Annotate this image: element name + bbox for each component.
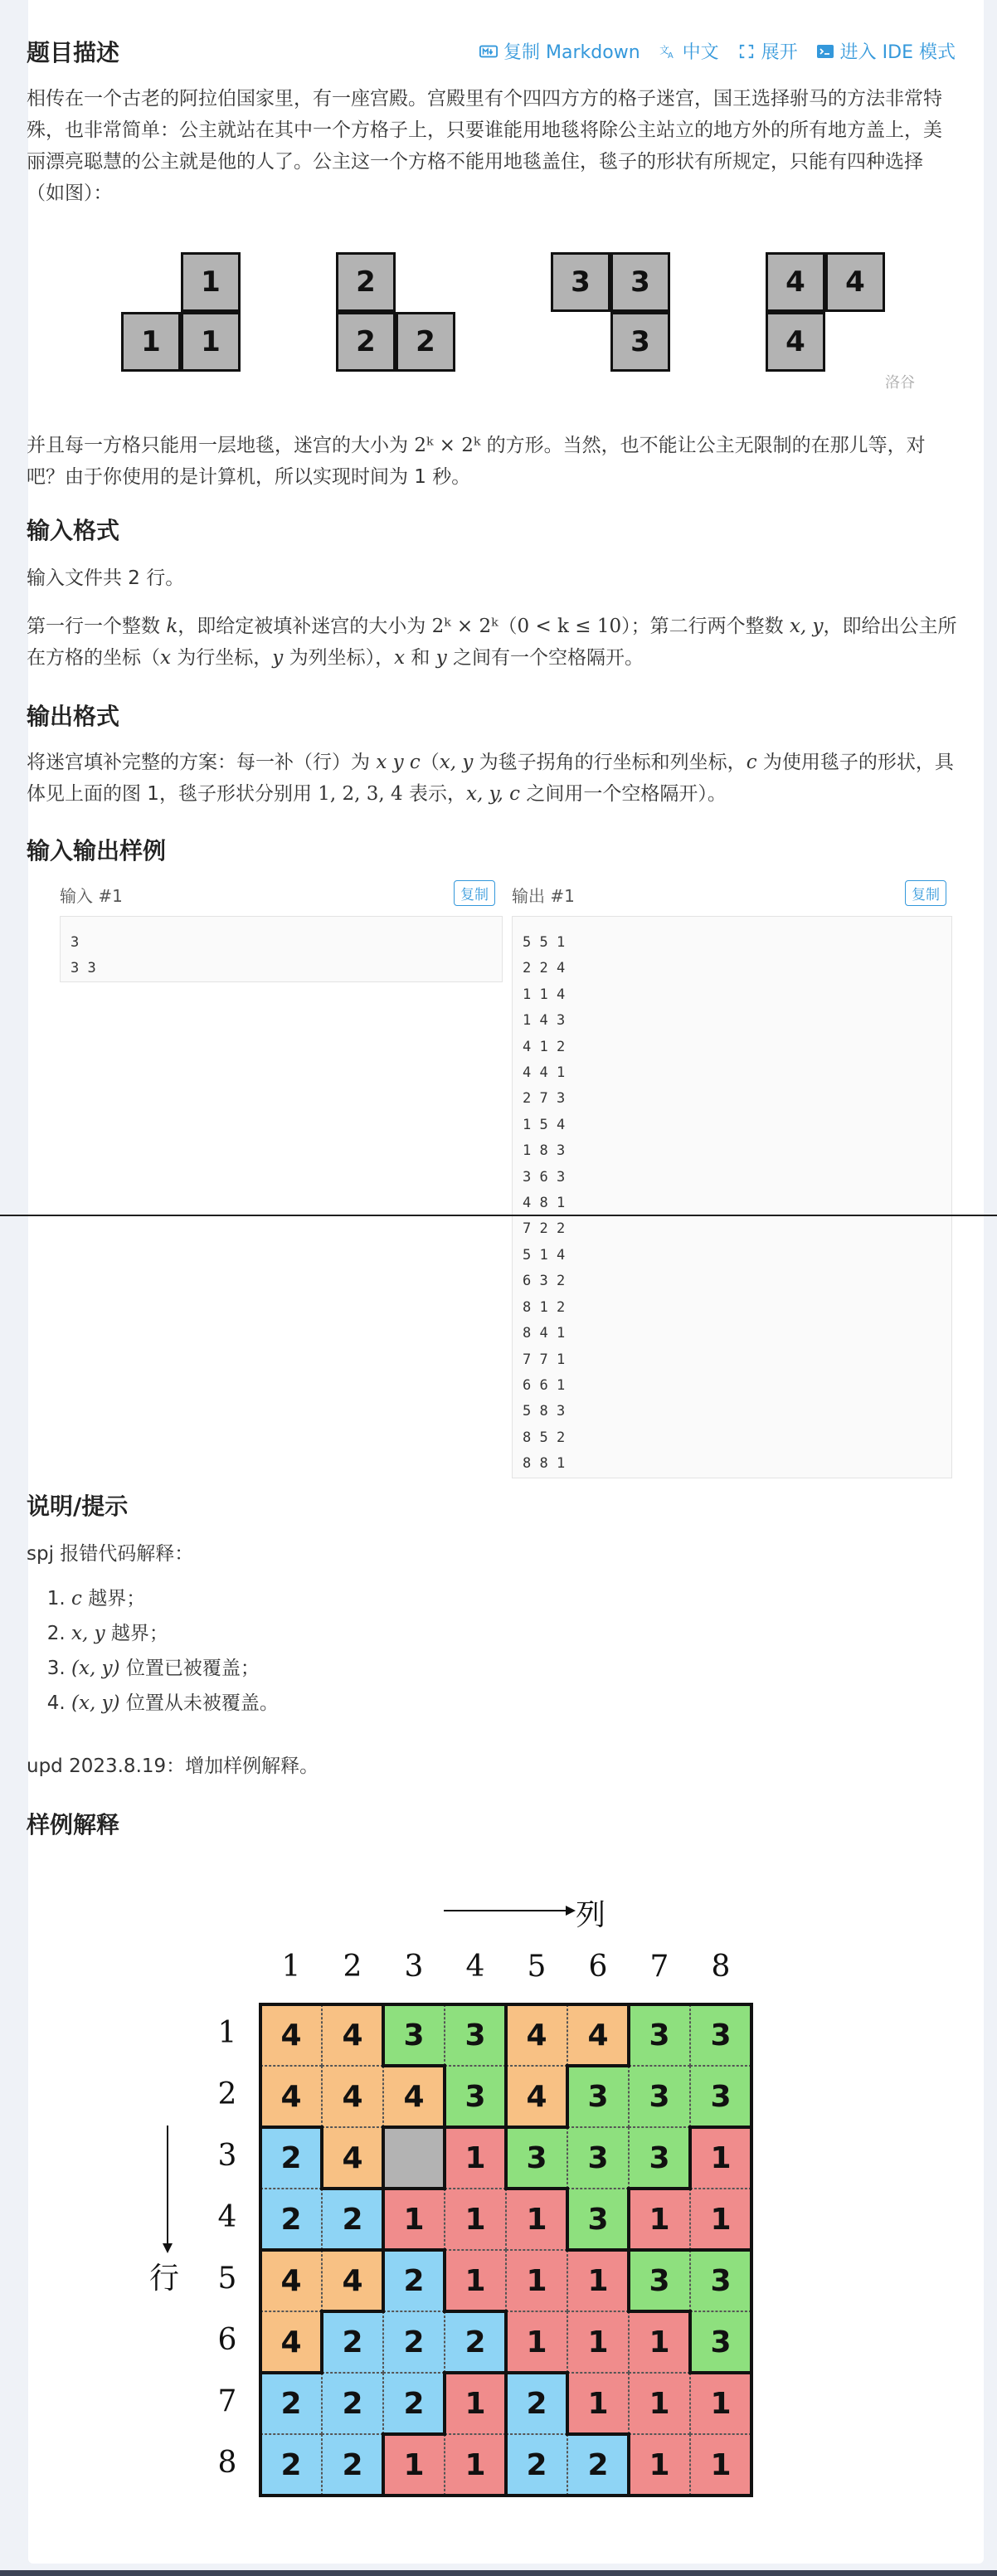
grid-cell: 2 [445,2311,506,2373]
grid-cell: 1 [690,2373,751,2434]
section-title-samples: 输入输出样例 [27,837,167,864]
grid-cell: 3 [506,2127,567,2189]
language-label: 中文 [682,42,719,63]
shape-cell: 4 [825,252,885,312]
hint-item [71,1616,279,1651]
section-title-hints: 说明/提示 [27,1493,129,1520]
col-number: 1 [281,1950,301,1984]
ide-mode-label: 进入 IDE 模式 [839,42,956,63]
grid-cell: 1 [445,2250,506,2311]
copy-output-button[interactable]: 复制 [905,880,946,906]
grid-cell: 3 [445,2066,506,2127]
grid-cell: 1 [445,2127,506,2189]
text: 为毯子拐角的行坐标和列坐标， [473,752,747,773]
grid-cell: 4 [260,2004,322,2066]
text: （ [420,752,440,773]
col-number: 5 [527,1950,547,1984]
row-number: 3 [217,2139,237,2173]
grid-cell: 1 [690,2127,751,2189]
grid-cell: 2 [260,2373,322,2434]
math: x, y, c [465,783,521,805]
section-title-input-format: 输入格式 [27,517,120,544]
grid-cell: 2 [383,2250,445,2311]
text: 第一行一个整数 [27,616,167,637]
text: 之间有一个空格隔开。 [446,647,644,669]
copy-input-button[interactable]: 复制 [454,880,495,906]
grid-cell: 3 [690,2066,751,2127]
row-number: 2 [217,2077,237,2111]
grid-cell: 1 [567,2373,629,2434]
grid-cell: 2 [322,2311,383,2373]
horizontal-rule [0,1215,997,1216]
grid-cell: 2 [567,2434,629,2496]
grid-cell: 1 [383,2434,445,2496]
col-axis-label: 列 [576,1898,606,1932]
grid-cell: 3 [690,2250,751,2311]
shape-cell: 2 [336,312,396,372]
grid-cell: 3 [629,2066,690,2127]
shape-cell: 3 [610,252,670,312]
text: 并且每一方格只能用一层地毯，迷宫的大小为 [27,435,415,456]
shape-cell: 1 [121,312,181,372]
shape-cell: 2 [336,252,396,312]
ide-mode-button[interactable] [816,38,956,64]
shape-cell: 4 [766,312,825,372]
math: c [746,752,757,773]
text: ，即给出公主所在方格的坐标（ [27,616,957,669]
grid-cell: 2 [322,2434,383,2496]
math: x, y [439,752,474,773]
math: (x, y) [71,1692,120,1714]
language-button[interactable] [659,38,719,64]
shape-cell: 3 [551,252,610,312]
text: ）；第二行两个整数 [621,616,790,637]
svg-text:A: A [667,51,674,59]
input-format-line-2 [27,611,957,674]
math: x, y [789,616,824,637]
math: c [71,1588,82,1609]
grid-cell: 3 [567,2189,629,2250]
expand-label: 展开 [761,42,798,63]
problem-header [27,35,956,68]
hint-item [71,1651,279,1686]
math: 1, 2, 3, 4 [318,783,403,805]
grid-cell: 2 [506,2373,567,2434]
hint-item [71,1686,279,1721]
header-actions [479,38,956,64]
text: 为行坐标， [170,647,273,669]
shape-cell: 4 [766,252,825,312]
sample-explanation-figure [141,1875,805,2522]
grid-cell: 2 [260,2434,322,2496]
sample-output-label: 输出 #1 [512,886,575,906]
sample-output-block[interactable]: 5 5 1 2 2 4 1 1 4 1 4 3 4 1 2 4 4 1 2 7 3 1 5 4 1 8 3 3 6 3 4 8 1 7 2 2 5 1 4 6 3 2 8 1 2 8 4 1 7 7 1 6 6 1 5 8 3 8 5 2 8 8 1 [512,916,952,1478]
grid-cell: 2 [260,2127,322,2189]
grid-cell: 3 [567,2066,629,2127]
grid-cell: 3 [629,2127,690,2189]
shape-cell: 1 [181,312,241,372]
grid-cell: 3 [383,2004,445,2066]
grid-cell: 4 [260,2250,322,2311]
shape-cell: 1 [181,252,241,312]
grid-cell: 2 [506,2434,567,2496]
text: 表示， [402,783,466,805]
grid-cell: 1 [567,2250,629,2311]
grid-cell: 1 [506,2250,567,2311]
grid-cell: 2 [322,2189,383,2250]
expand-icon [737,44,756,59]
math: y [435,647,447,669]
input-format-line-1: 输入文件共 2 行。 [27,567,185,589]
grid-cell: 4 [567,2004,629,2066]
expand-button[interactable] [737,38,798,64]
grid-cell: 1 [506,2189,567,2250]
update-note: upd 2023.8.19：增加样例解释。 [27,1755,319,1777]
description-paragraph: 相传在一个古老的阿拉伯国家里，有一座宫殿。宫殿里有个四四方方的格子迷宫，国王选择驸马的方法非常特殊，也非常简单：公主就站在其中一个方格子上，只要谁能用地毯将除公主站立的地方外的所有地方盖上，美丽漂亮聪慧的公主就是他的人了。公主这一个方格不能用地毯盖住，毯子的形状有所规定，只能有四种选择（如图）： [27,88,942,204]
copy-markdown-button[interactable] [479,38,640,64]
shape-cell: 3 [610,312,670,372]
row-number: 5 [217,2262,237,2296]
hints-list [45,1581,279,1721]
row-number: 8 [217,2446,237,2480]
math: k [166,616,178,637]
math: 2ᵏ × 2ᵏ [431,616,498,637]
math: x [160,647,171,669]
col-number: 8 [711,1950,731,1984]
col-number: 4 [465,1950,485,1984]
hint-item [71,1581,279,1616]
grid-cell: 4 [322,2127,383,2189]
shape-cell: 2 [396,312,455,372]
row-number: 1 [217,2016,237,2050]
text: 越界； [81,1588,146,1609]
math: y [272,647,284,669]
grid-cell: 4 [260,2311,322,2373]
grid-cell: 3 [445,2004,506,2066]
text: 之间用一个空格隔开）。 [520,783,727,805]
translate-icon [659,44,677,59]
grid-cell: 4 [322,2066,383,2127]
math: x, y [71,1623,105,1644]
grid-cell: 4 [506,2004,567,2066]
text: 位置从未被覆盖。 [119,1692,279,1714]
grid-cell: 1 [445,2189,506,2250]
text: ，即给定被填补迷宫的大小为 [178,616,432,637]
terminal-icon [816,44,834,59]
grid-cell: 3 [690,2311,751,2373]
text: 将迷宫填补完整的方案：每一补（行）为 [27,752,377,773]
grid-cell: 1 [445,2373,506,2434]
grid-cell: 2 [260,2189,322,2250]
grid-cell: 3 [567,2127,629,2189]
row-number: 6 [217,2323,237,2357]
grid-cell: 1 [629,2311,690,2373]
grid-cell: 1 [383,2189,445,2250]
grid-cell: 1 [629,2189,690,2250]
grid-cell: 4 [260,2066,322,2127]
hints-intro: spj 报错代码解释： [27,1543,194,1565]
description-paragraph-2 [27,430,957,493]
row-number: 4 [217,2200,237,2234]
grid-cell: 1 [629,2434,690,2496]
math: x y c [376,752,421,773]
col-number: 3 [404,1950,424,1984]
text: （ [498,616,518,637]
grid-cell: 4 [506,2066,567,2127]
luogu-watermark: 洛谷 [885,374,915,392]
text: 位置已被覆盖； [119,1658,260,1679]
text: 越界； [105,1623,168,1644]
grid-cell: 1 [445,2434,506,2496]
row-number: 7 [217,2384,237,2418]
grid-cell: 1 [690,2189,751,2250]
grid-cell: 4 [322,2004,383,2066]
text: 和 [405,647,436,669]
math: x [394,647,406,669]
grid-cell: 4 [322,2250,383,2311]
grid-cell: 3 [629,2250,690,2311]
text: 为列坐标）， [283,647,395,669]
grid-cell: 1 [629,2373,690,2434]
section-title-explanation: 样例解释 [27,1811,120,1838]
grid-cell: 1 [506,2311,567,2373]
section-title-output-format: 输出格式 [27,703,120,730]
grid-cell: 1 [567,2311,629,2373]
text: 为使用毯子的形状，具体见上面的图 1，毯子形状分别用 [27,752,954,805]
grid-cell: 3 [690,2004,751,2066]
col-number: 7 [649,1950,669,1984]
copy-markdown-label: 复制 Markdown [503,42,640,63]
svg-text:文: 文 [659,44,669,56]
markdown-icon [479,44,498,59]
grid-cell: 2 [383,2311,445,2373]
col-number: 6 [588,1950,608,1984]
math: 2ᵏ × 2ᵏ [414,435,481,456]
sample-input-block[interactable]: 3 3 3 [60,916,503,982]
math: (x, y) [71,1658,120,1679]
sample-input-label: 输入 #1 [60,886,123,906]
text: 的方形。当然，也不能让公主无限制的在那儿等，对吧？由于你使用的是计算机，所以实现时间为 1 秒。 [27,435,926,488]
grid-cell: 2 [322,2373,383,2434]
grid-cell: 2 [383,2373,445,2434]
section-title-description: 题目描述 [27,39,120,66]
bottom-bar [0,2570,997,2576]
grid-cell: 1 [690,2434,751,2496]
output-format-paragraph [27,747,957,810]
col-number: 2 [343,1950,362,1984]
carpet-shapes-figure [116,249,946,398]
grid-cell: 3 [629,2004,690,2066]
math: 0 < k ≤ 10 [517,616,622,637]
grid-cell: 4 [383,2066,445,2127]
row-axis-label: 行 [149,2262,180,2296]
